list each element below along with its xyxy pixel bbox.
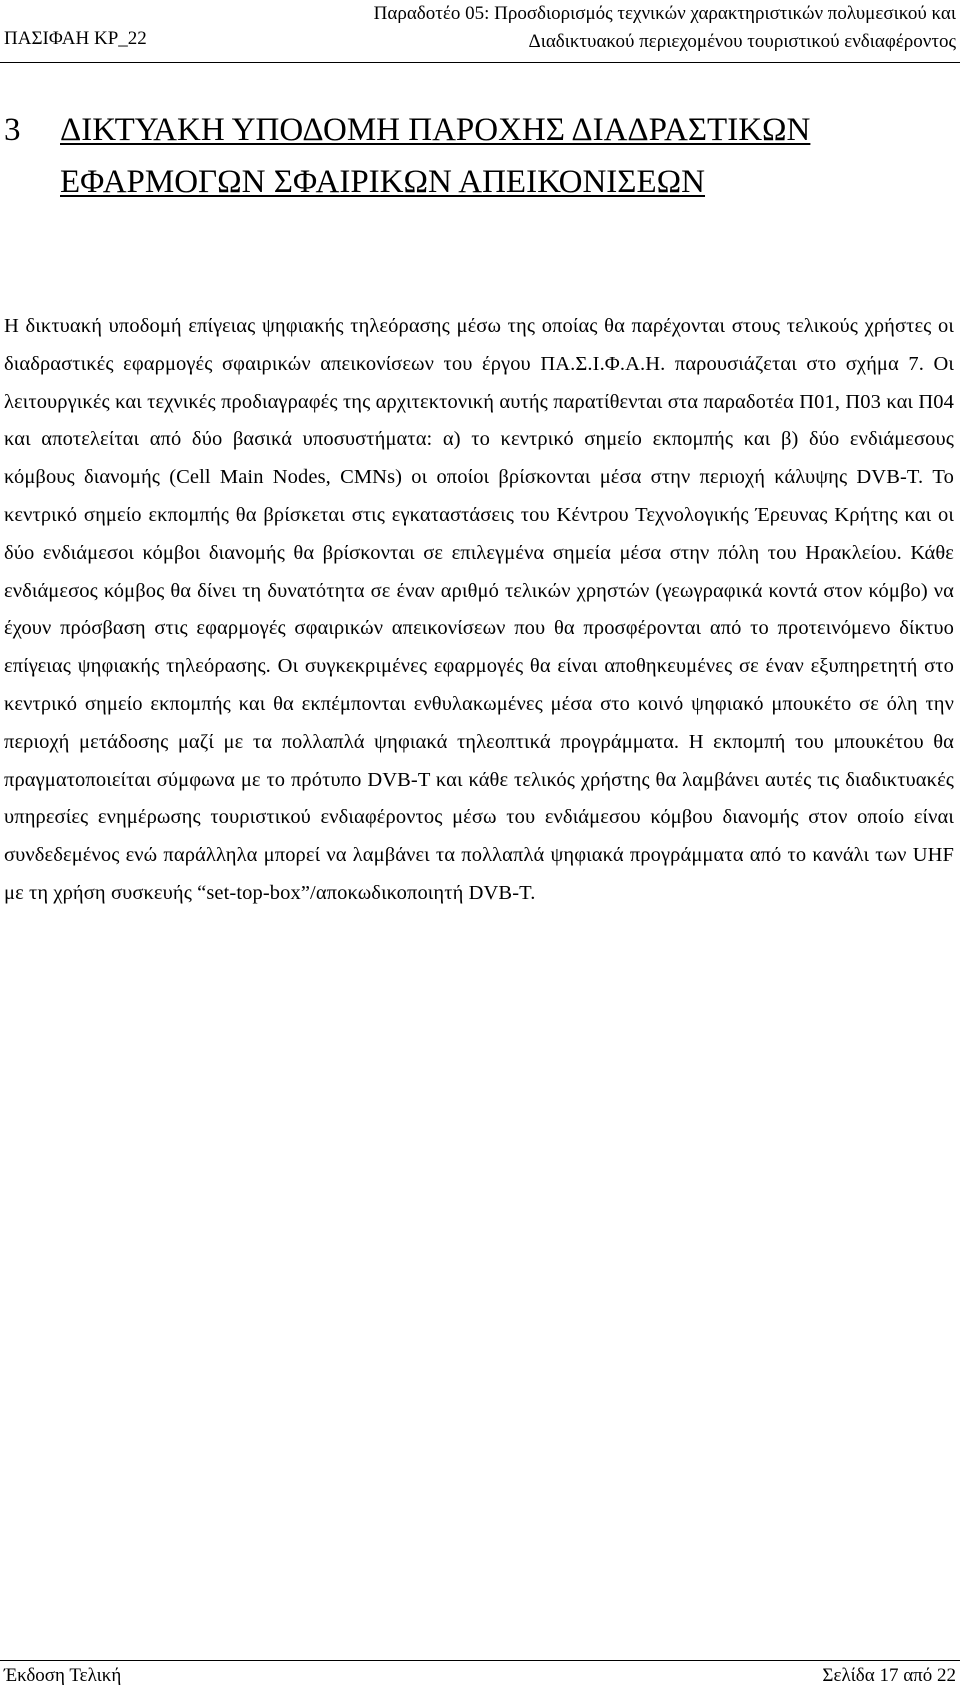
chapter-title-line2: ΕΦΑΡΜΟΓΩΝ ΣΦΑΙΡΙΚΩΝ ΑΠΕΙΚΟΝΙΣΕΩΝ bbox=[60, 164, 706, 200]
chapter-title-line1: ΔΙΚΤΥΑΚΗ ΥΠΟΔΟΜΗ ΠΑΡΟΧΗΣ ΔΙΑΔΡΑΣΤΙΚΩΝ bbox=[60, 112, 811, 148]
body-paragraph: Η δικτυακή υποδομή επίγειας ψηφιακής τηλεόρασης μέσω της οποίας θα παρέχονται στους τελικούς χρήστες οι διαδραστικές εφαρμογές σφαιρικών απεικονίσεων του έργου ΠΑ.Σ.Ι.Φ.Α.Η. παρουσιάζεται στο σχήμα 7. Οι λειτουργικές και τεχνικές προδιαγραφές της αρχιτεκτονική αυτής παρατίθενται στα παραδοτέα Π01, Π03 και Π04 και αποτελείται από δύο βασικά υποσυστήματα: α) το κεντρικό σημείο εκπομπής και β) δύο ενδιάμεσους κόμβους διανομής (Cell Main Nodes, CMNs) οι οποίοι βρίσκονται μέσα στην περιοχή κάλυψης DVB-T. Το κεντρικό σημείο εκπομπής θα βρίσκεται στις εγκαταστάσεις του Κέντρου Τεχνολογικής Έρευνας Κρήτης και οι δύο ενδιάμεσοι κόμβοι διανομής θα βρίσκονται σε επιλεγμένα σημεία μέσα στην πόλη του Ηρακλείου. Κάθε ενδιάμεσος κόμβος θα δίνει τη δυνατότητα σε έναν αριθμό τελικών χρηστών (γεωγραφικά κοντά στον κόμβο) να έχουν πρόσβαση στις εφαρμογές σφαιρικών απεικονίσεων που θα προσφέρονται από το προτεινόμενο δίκτυο επίγειας ψηφιακής τηλεόρασης. Οι συγκεκριμένες εφαρμογές θα είναι αποθηκευμένες σε έναν εξυπηρετητή στο κεντρικό σημείο εκπομπής και θα εκπέμπονται ενθυλακωμένες μέσα στο κοινό ψηφιακό μπουκέτο σε όλη την περιοχή μετάδοσης μαζί με τα πολλαπλά ψηφιακά τηλεοπτικά προγράμματα. Η εκπομπή του μπουκέτου θα πραγματοποιείται σύμφωνα με το πρότυπο DVB-T και κάθε τελικός χρήστης θα λαμβάνει αυτές τις διαδικτυακές υπηρεσίες ενημέρωσης τουριστικού ενδιαφέροντος μέσω του ενδιάμεσου κόμβου διανομής στον οποίο είναι συνδεδεμένος ενώ παράλληλα μπορεί να λαμβάνει τα πολλαπλά ψηφιακά προγράμματα από το κανάλι των UHF με τη χρήση συσκευής “set-top-box”/αποκωδικοποιητή DVB-T. bbox=[4, 315, 954, 904]
page-number: Σελίδα 17 από 22 bbox=[822, 1665, 956, 1686]
version-label: Έκδοση Τελική bbox=[4, 1665, 122, 1686]
project-code: ΠΑΣΙΦΑΗ ΚΡ_22 bbox=[4, 28, 147, 49]
page-footer bbox=[0, 1660, 960, 1692]
chapter-number: 3 bbox=[4, 112, 21, 148]
chapter-heading bbox=[4, 104, 954, 208]
deliverable-title-line2: Διαδικτυακού περιεχομένου τουριστικού ενδιαφέροντος bbox=[528, 31, 956, 52]
deliverable-title-line1: Παραδοτέο 05: Προσδιορισμός τεχνικών χαρακτηριστικών πολυμεσικού και bbox=[373, 3, 956, 24]
deliverable-title bbox=[374, 0, 956, 56]
page-header bbox=[0, 0, 960, 63]
